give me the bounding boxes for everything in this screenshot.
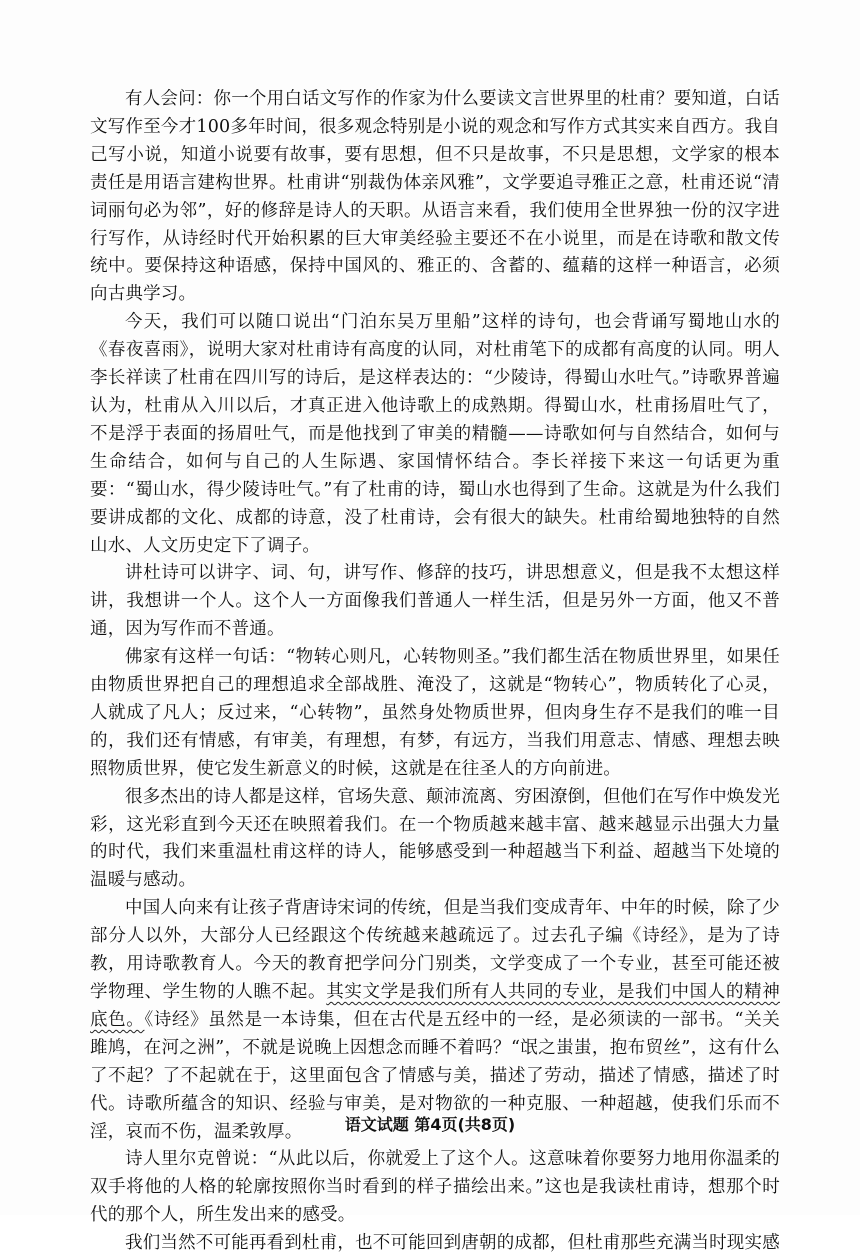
paragraph-8: 我们当然不可能再看到杜甫，也不可能回到唐朝的成都，但杜甫那些充满当时现实感 xyxy=(125,1233,780,1254)
paragraph-1: 有人会问：你一个用白话文写作的作家为什么要读文言世界里的杜甫？要知道，白话文写作至今才100多年时间，很多观念特别是小说的观念和写作方式其实来自西方。我自己写小说，知道小说要有故事，要有思想，但不只是故事，不只是思想，文学家的根本责任是用语言建构世界。杜甫讲“别裁伪体亲风雅”，文学要追寻雅正之意，杜甫还说“清词丽句必为邻”，好的修辞是诗人的天职。从语言来看，我们使用全世界独一份的汉字进行写作，从诗经时代开始积累的巨大审美经验主要还不在小说里，而是在诗歌和散文传统中。要保持这种语感，保持中国风的、雅正的、含蓄的、蕴藉的这样一种语言，必须向古典学习。 xyxy=(90,89,780,305)
article-body xyxy=(90,86,780,1258)
paragraph-3: 讲杜诗可以讲字、词、句，讲写作、修辞的技巧，讲思想意义，但是我不太想这样讲，我想讲一个人。这个人一方面像我们普通人一样生活，但是另外一方面，他又不普通，因为写作而不普通。 xyxy=(90,563,780,640)
paragraph-6 xyxy=(90,895,780,1146)
paragraph-6-after: 《诗经》虽然是一本诗集，但在古代是五经中的一经，是必须读的一部书。“关关雎鸠，在河之洲”，不就是说晚上因想念而睡不着吗？“氓之蚩蚩，抱布贸丝”，这有什么了不起？了不起就在于，这里面包含了情感与美，描述了劳动，描述了情感，描述了时代。诗歌所蕴含的知识、经验与审美，是对物欲的一种克服、一种超越，使我们乐而不淫，哀而不伤，温柔敦厚。 xyxy=(90,1009,780,1142)
paragraph-4: 佛家有这样一句话：“物转心则凡，心转物则圣。”我们都生活在物质世界里，如果任由物质世界把自己的理想追求全部战胜、淹没了，这就是“物转心”，物质转化了心灵，人就成了凡人；反过来，“心转物”，虽然身处物质世界，但肉身生存不是我们的唯一目的，我们还有情感，有审美，有理想，有梦，有远方，当我们用意志、情感、理想去映照物质世界，使它发生新意义的时候，这就是在往圣人的方向前进。 xyxy=(90,647,780,779)
paragraph-5: 很多杰出的诗人都是这样，官场失意、颠沛流离、穷困潦倒，但他们在写作中焕发光彩，这光彩直到今天还在映照着我们。在一个物质越来越丰富、越来越显示出强大力量的时代，我们来重温杜甫这样的诗人，能够感受到一种超越当下利益、超越当下处境的温暖与感动。 xyxy=(90,786,780,891)
wavy-underlined-sentence: 其实文学是我们所有人共同的专业，是我们中国人的精神底色。 xyxy=(90,982,780,1030)
page-footer: 语文试题 第4页(共8页) xyxy=(344,1115,516,1134)
paragraph-6-before: 中国人向来有让孩子背唐诗宋词的传统，但是当我们变成青年、中年的时候，除了少部分人以外，大部分人已经跟这个传统越来越疏远了。过去孔子编《诗经》，是为了诗教，用诗歌教育人。今天的教育把学问分门别类，文学变成了一个专业，甚至可能还被学物理、学生物的人瞧不起。 xyxy=(90,898,780,1002)
paragraph-7: 诗人里尔克曾说：“从此以后，你就爱上了这个人。这意味着你要努力地用你温柔的双手将他的人格的轮廓按照你当时看到的样子描绘出来。”这也是我读杜甫诗，想那个时代的那个人，所生发出来的感受。 xyxy=(90,1149,780,1226)
paragraph-2: 今天，我们可以随口说出“门泊东吴万里船”这样的诗句，也会背诵写蜀地山水的《春夜喜雨》，说明大家对杜甫诗有高度的认同，对杜甫笔下的成都有高度的认同。明人李长祥读了杜甫在四川写的诗后，是这样表达的：“少陵诗，得蜀山水吐气。”诗歌界普遍认为，杜甫从入川以后，才真正进入他诗歌上的成熟期。得蜀山水，杜甫扬眉吐气了，不是浮于表面的扬眉吐气，而是他找到了审美的精髓——诗歌如何与自然结合，如何与生命结合，如何与自己的人生际遇、家国情怀结合。李长祥接下来这一句话更为重要：“蜀山水，得少陵诗吐气。”有了杜甫的诗，蜀山水也得到了生命。这就是为什么我们要讲成都的文化、成都的诗意，没了杜甫诗，会有很大的缺失。杜甫给蜀地独特的自然山水、人文历史定下了调子。 xyxy=(90,312,780,556)
